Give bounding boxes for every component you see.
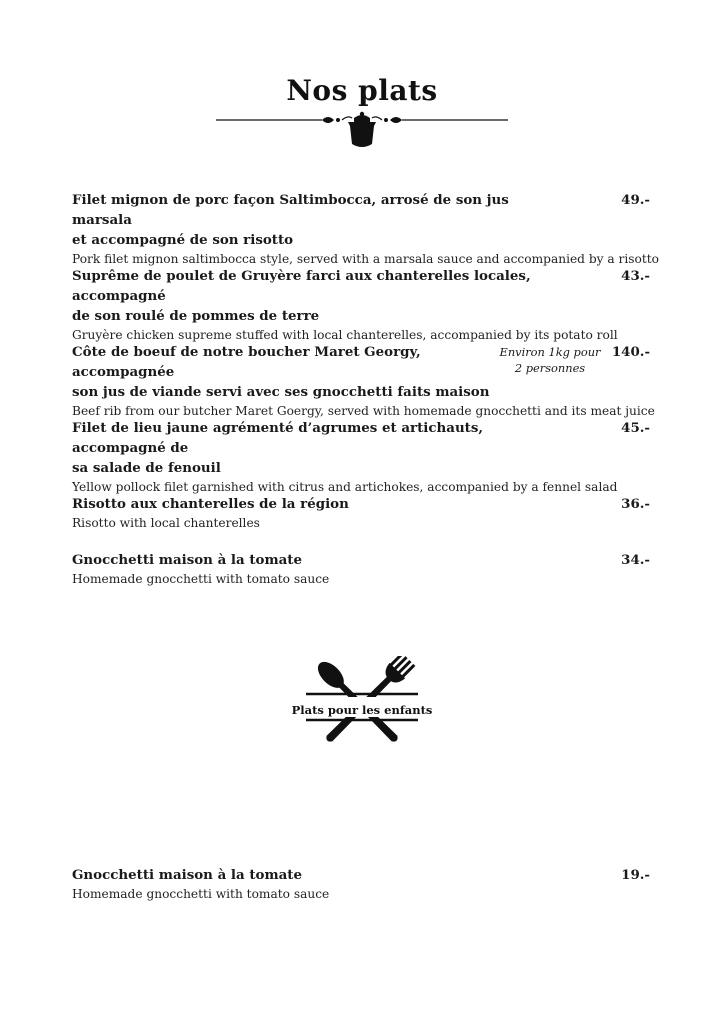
dish-name-line: Filet mignon de porc façon Saltimbocca, arrosé de son jus marsala	[72, 192, 509, 228]
dish-description-en: Gruyère chicken supreme stuffed with local chanterelles, accompanied by its potato roll	[72, 328, 618, 342]
dish-name-line: Filet de lieu jaune agrémenté d’agrumes et artichauts, accompagné de	[72, 420, 484, 456]
dish-name-fr	[72, 418, 552, 478]
kids-section-label: Plats pour les enfants	[291, 703, 433, 717]
dish-price: 140.-	[611, 344, 650, 360]
dish-price: 43.-	[621, 268, 650, 284]
dish-price: 19.-	[621, 867, 650, 883]
dish-name-fr	[72, 190, 552, 250]
dish-name-line: et accompagné de son risotto	[72, 232, 294, 248]
dish-name-fr	[72, 494, 552, 514]
dish-name-line: Suprême de poulet de Gruyère farci aux chanterelles locales, accompagné	[72, 268, 531, 304]
kids-dish-item	[72, 865, 662, 903]
dish-description-en: Homemade gnocchetti with tomato sauce	[72, 887, 330, 901]
dish-name-line: Gnocchetti maison à la tomate	[72, 867, 303, 883]
dish-name-line: son jus de viande servi avec ses gnocchetti faits maison	[72, 384, 490, 400]
dish-name-fr	[72, 266, 552, 326]
dish-item	[72, 550, 662, 588]
dish-name-line: Gnocchetti maison à la tomate	[72, 552, 303, 568]
dish-name-fr	[72, 865, 552, 885]
dish-name-fr	[72, 342, 492, 402]
dish-name-line: sa salade de fenouil	[72, 460, 221, 476]
dish-name-fr	[72, 550, 552, 570]
dish-description-en: Homemade gnocchetti with tomato sauce	[72, 572, 330, 586]
dish-name-line: Côte de boeuf de notre boucher Maret Georgy, accompagnée	[72, 344, 421, 380]
dish-serving-note	[490, 344, 610, 376]
dish-description-en: Pork filet mignon saltimbocca style, served with a marsala sauce and accompanied by a risotto	[72, 252, 660, 266]
dish-price: 34.-	[621, 552, 650, 568]
dish-item	[72, 418, 662, 496]
note-line: Environ 1kg pour	[499, 345, 601, 359]
dish-description-en: Beef rib from our butcher Maret Goergy, served with homemade gnocchetti and its meat juice	[72, 404, 655, 418]
dish-item	[72, 190, 662, 268]
dish-description-en: Yellow pollock filet garnished with citrus and artichokes, accompanied by a fennel salad	[72, 480, 618, 494]
dish-description-en: Risotto with local chanterelles	[72, 516, 260, 530]
dish-name-line: de son roulé de pommes de terre	[72, 308, 320, 324]
page-title: Nos plats	[286, 74, 438, 107]
dish-price: 36.-	[621, 496, 650, 512]
dish-item	[72, 342, 662, 420]
ornament-divider	[214, 108, 510, 152]
note-line: 2 personnes	[514, 361, 586, 375]
dish-name-line: Risotto aux chanterelles de la région	[72, 496, 349, 512]
dish-item	[72, 494, 662, 532]
dish-item	[72, 266, 662, 344]
dish-price: 45.-	[621, 420, 650, 436]
dish-price: 49.-	[621, 192, 650, 208]
